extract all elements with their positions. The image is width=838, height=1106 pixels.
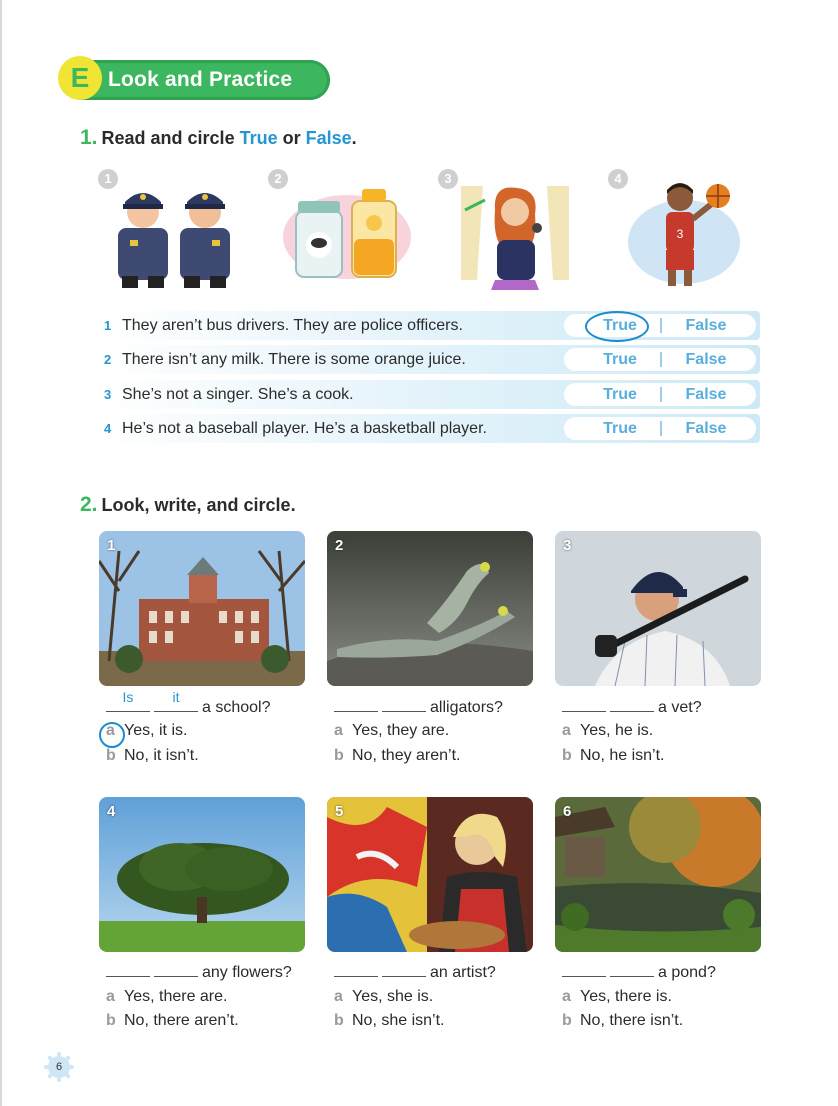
photo-number: 1 <box>107 537 116 554</box>
true-false-row-1 <box>98 311 760 340</box>
question-text: a pond? <box>658 964 716 981</box>
false-option[interactable]: False <box>685 386 727 403</box>
section-badge <box>58 56 102 100</box>
picture-number-2: 2 <box>268 169 288 189</box>
option-text: Yes, it is. <box>124 722 188 739</box>
picture-number-1: 1 <box>98 169 118 189</box>
svg-text:3: 3 <box>676 227 684 241</box>
lizards-photo <box>327 531 533 686</box>
option-text: Yes, he is. <box>580 722 654 739</box>
singer-illustration <box>455 180 575 292</box>
picture-number-4: 4 <box>608 169 628 189</box>
true-false-box <box>564 417 756 440</box>
answer-blank-2[interactable] <box>610 697 654 712</box>
instruction-period: . <box>351 128 357 148</box>
question-3 <box>562 697 702 717</box>
option-a-4[interactable] <box>106 988 227 1006</box>
keyword-false: False <box>305 128 352 148</box>
photo-number: 5 <box>335 803 344 820</box>
false-option[interactable]: False <box>685 420 727 437</box>
true-false-box <box>564 383 756 406</box>
option-a-6[interactable] <box>562 988 672 1006</box>
option-b-4[interactable] <box>106 1012 239 1030</box>
photo-number: 2 <box>335 537 344 554</box>
row-number: 4 <box>104 421 112 436</box>
option-text: Yes, she is. <box>352 988 434 1005</box>
question-text: a vet? <box>658 699 702 716</box>
true-option[interactable]: True <box>603 420 637 437</box>
option-text: No, she isn’t. <box>352 1012 445 1029</box>
milk-and-juice-illustration <box>282 185 412 285</box>
row-statement: He’s not a baseball player. He’s a basketball player. <box>122 420 487 437</box>
option-label: b <box>334 747 344 764</box>
instruction-text: Look, write, and circle. <box>101 495 296 515</box>
true-false-row-4 <box>98 414 760 443</box>
question-text: alligators? <box>430 699 503 716</box>
page-number-text: 6 <box>55 1061 63 1073</box>
question-5 <box>334 962 496 982</box>
option-b-5[interactable] <box>334 1012 444 1030</box>
option-text: Yes, they are. <box>352 722 450 739</box>
page-number <box>44 1052 74 1082</box>
picture-number-3: 3 <box>438 169 458 189</box>
handwritten-answer: it <box>172 689 180 705</box>
option-a-3[interactable] <box>562 722 653 740</box>
true-false-row-2 <box>98 345 760 374</box>
question-4 <box>106 962 292 982</box>
option-b-1[interactable] <box>106 747 199 765</box>
answer-blank-1[interactable] <box>106 962 150 977</box>
option-label: b <box>562 1012 572 1029</box>
row-statement: There isn’t any milk. There is some orange juice. <box>122 351 466 368</box>
baseball-player-photo <box>555 531 761 686</box>
option-text: No, there aren’t. <box>124 1012 239 1029</box>
false-option[interactable]: False <box>685 317 727 334</box>
row-number: 1 <box>104 318 112 333</box>
police-officers-illustration <box>108 180 238 292</box>
answer-blank-1[interactable] <box>562 697 606 712</box>
answer-circle-mark <box>585 311 649 342</box>
answer-blank-1[interactable] <box>334 697 378 712</box>
option-a-5[interactable] <box>334 988 433 1006</box>
false-option[interactable]: False <box>685 351 727 368</box>
section-header <box>62 60 330 100</box>
option-text: No, they aren’t. <box>352 747 461 764</box>
exercise-1-number: 1. <box>80 126 98 149</box>
row-number: 2 <box>104 352 112 367</box>
question-2 <box>334 697 503 717</box>
divider <box>660 421 662 436</box>
option-a-2[interactable] <box>334 722 449 740</box>
option-label: a <box>106 722 115 739</box>
question-text: an artist? <box>430 964 496 981</box>
exercise-1-instruction <box>80 126 357 150</box>
tree-photo <box>99 797 305 952</box>
answer-blank-2[interactable] <box>154 689 198 712</box>
question-text: any flowers? <box>202 964 292 981</box>
true-false-box <box>564 348 756 371</box>
row-number: 3 <box>104 387 112 402</box>
answer-blank-2[interactable] <box>610 962 654 977</box>
answer-blank-2[interactable] <box>382 962 426 977</box>
option-label: b <box>334 1012 344 1029</box>
option-label: b <box>106 747 116 764</box>
option-text: Yes, there are. <box>124 988 228 1005</box>
true-false-row-3 <box>98 380 760 409</box>
option-label: b <box>562 747 572 764</box>
option-text: Yes, there is. <box>580 988 672 1005</box>
instruction-or: or <box>277 128 306 148</box>
option-b-3[interactable] <box>562 747 664 765</box>
divider <box>660 352 662 367</box>
question-6 <box>562 962 716 982</box>
option-label: a <box>562 988 571 1005</box>
divider <box>660 318 662 333</box>
option-label: a <box>334 988 343 1005</box>
answer-blank-1[interactable] <box>106 689 150 712</box>
option-text: No, it isn’t. <box>124 747 199 764</box>
photo-number: 3 <box>563 537 572 554</box>
option-label: a <box>334 722 343 739</box>
question-1 <box>106 689 271 717</box>
school-photo <box>99 531 305 686</box>
handwritten-answer: Is <box>122 689 134 705</box>
option-text: No, there isn’t. <box>580 1012 684 1029</box>
option-label: a <box>562 722 571 739</box>
exercise-2-instruction <box>80 493 296 517</box>
row-statement: They aren’t bus drivers. They are police officers. <box>122 317 463 334</box>
row-statement: She’s not a singer. She’s a cook. <box>122 386 354 403</box>
pond-photo <box>555 797 761 952</box>
answer-blank-1[interactable] <box>334 962 378 977</box>
option-b-6[interactable] <box>562 1012 683 1030</box>
question-text: a school? <box>202 699 271 716</box>
divider <box>660 387 662 402</box>
page-edge <box>0 0 2 1106</box>
artist-photo <box>327 797 533 952</box>
true-option[interactable]: True <box>603 351 637 368</box>
true-option[interactable]: True <box>603 386 637 403</box>
answer-blank-2[interactable] <box>154 962 198 977</box>
option-label: a <box>106 988 115 1005</box>
option-label: b <box>106 1012 116 1029</box>
basketball-player-illustration <box>628 178 740 292</box>
answer-blank-1[interactable] <box>562 962 606 977</box>
option-text: No, he isn’t. <box>580 747 665 764</box>
photo-number: 4 <box>107 803 116 820</box>
photo-number: 6 <box>563 803 572 820</box>
keyword-true: True <box>239 128 278 148</box>
answer-blank-2[interactable] <box>382 697 426 712</box>
instruction-text: Read and circle <box>101 128 240 148</box>
section-letter: E <box>70 62 90 93</box>
option-b-2[interactable] <box>334 747 461 765</box>
true-option[interactable]: True <box>603 317 637 334</box>
exercise-2-number: 2. <box>80 493 98 516</box>
section-title: Look and Practice <box>108 68 293 91</box>
answer-circle-mark <box>99 722 125 748</box>
